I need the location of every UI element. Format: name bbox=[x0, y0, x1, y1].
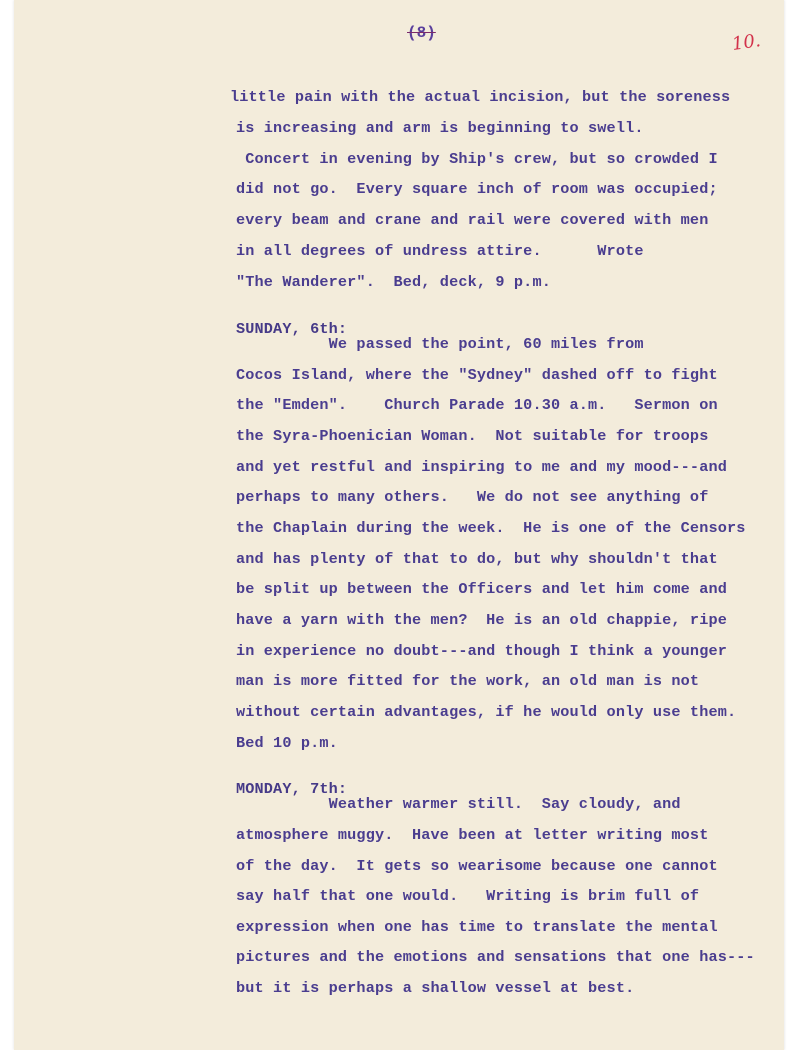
text-line: expression when one has time to translate the mental bbox=[236, 918, 718, 936]
text-line: and has plenty of that to do, but why shouldn't that bbox=[236, 550, 718, 568]
date-heading: SUNDAY, 6th: bbox=[236, 320, 348, 338]
text-line: and yet restful and inspiring to me and my mood---and bbox=[236, 458, 727, 476]
text-line: but it is perhaps a shallow vessel at best. bbox=[236, 979, 635, 997]
text-line: be split up between the Officers and let him come and bbox=[236, 580, 727, 598]
text-line: did not go. Every square inch of room was occupied; bbox=[236, 180, 718, 198]
text-line: is increasing and arm is beginning to swell. bbox=[236, 119, 644, 137]
folio-number: 10. bbox=[730, 30, 762, 55]
text-line: say half that one would. Writing is brim full of bbox=[236, 887, 700, 905]
text-line: have a yarn with the men? He is an old chappie, ripe bbox=[236, 611, 727, 629]
document-page bbox=[14, 0, 784, 1050]
text-line: Concert in evening by Ship's crew, but so crowded I bbox=[236, 150, 718, 168]
text-line: every beam and crane and rail were covered with men bbox=[236, 211, 709, 229]
text-line: the "Emden". Church Parade 10.30 a.m. Sermon on bbox=[236, 396, 718, 414]
text-line: in experience no doubt---and though I think a younger bbox=[236, 642, 727, 660]
text-line: without certain advantages, if he would only use them. bbox=[236, 703, 737, 721]
page-number: (8) bbox=[407, 24, 436, 42]
text-line: the Chaplain during the week. He is one of the Censors bbox=[236, 519, 746, 537]
text-line: the Syra-Phoenician Woman. Not suitable for troops bbox=[236, 427, 709, 445]
text-line: little pain with the actual incision, but the soreness bbox=[230, 88, 731, 106]
text-line: of the day. It gets so wearisome because one cannot bbox=[236, 857, 718, 875]
text-line: Weather warmer still. Say cloudy, and bbox=[236, 795, 681, 813]
text-line: perhaps to many others. We do not see anything of bbox=[236, 488, 709, 506]
text-line: in all degrees of undress attire. Wrote bbox=[236, 242, 644, 260]
text-line: "The Wanderer". Bed, deck, 9 p.m. bbox=[236, 273, 551, 291]
text-line: Cocos Island, where the "Sydney" dashed off to fight bbox=[236, 366, 718, 384]
text-line: atmosphere muggy. Have been at letter writing most bbox=[236, 826, 709, 844]
text-line: pictures and the emotions and sensations that one has--- bbox=[236, 948, 755, 966]
text-line: man is more fitted for the work, an old man is not bbox=[236, 672, 700, 690]
date-heading: MONDAY, 7th: bbox=[236, 780, 348, 798]
text-line: Bed 10 p.m. bbox=[236, 734, 338, 752]
text-line: We passed the point, 60 miles from bbox=[236, 335, 644, 353]
